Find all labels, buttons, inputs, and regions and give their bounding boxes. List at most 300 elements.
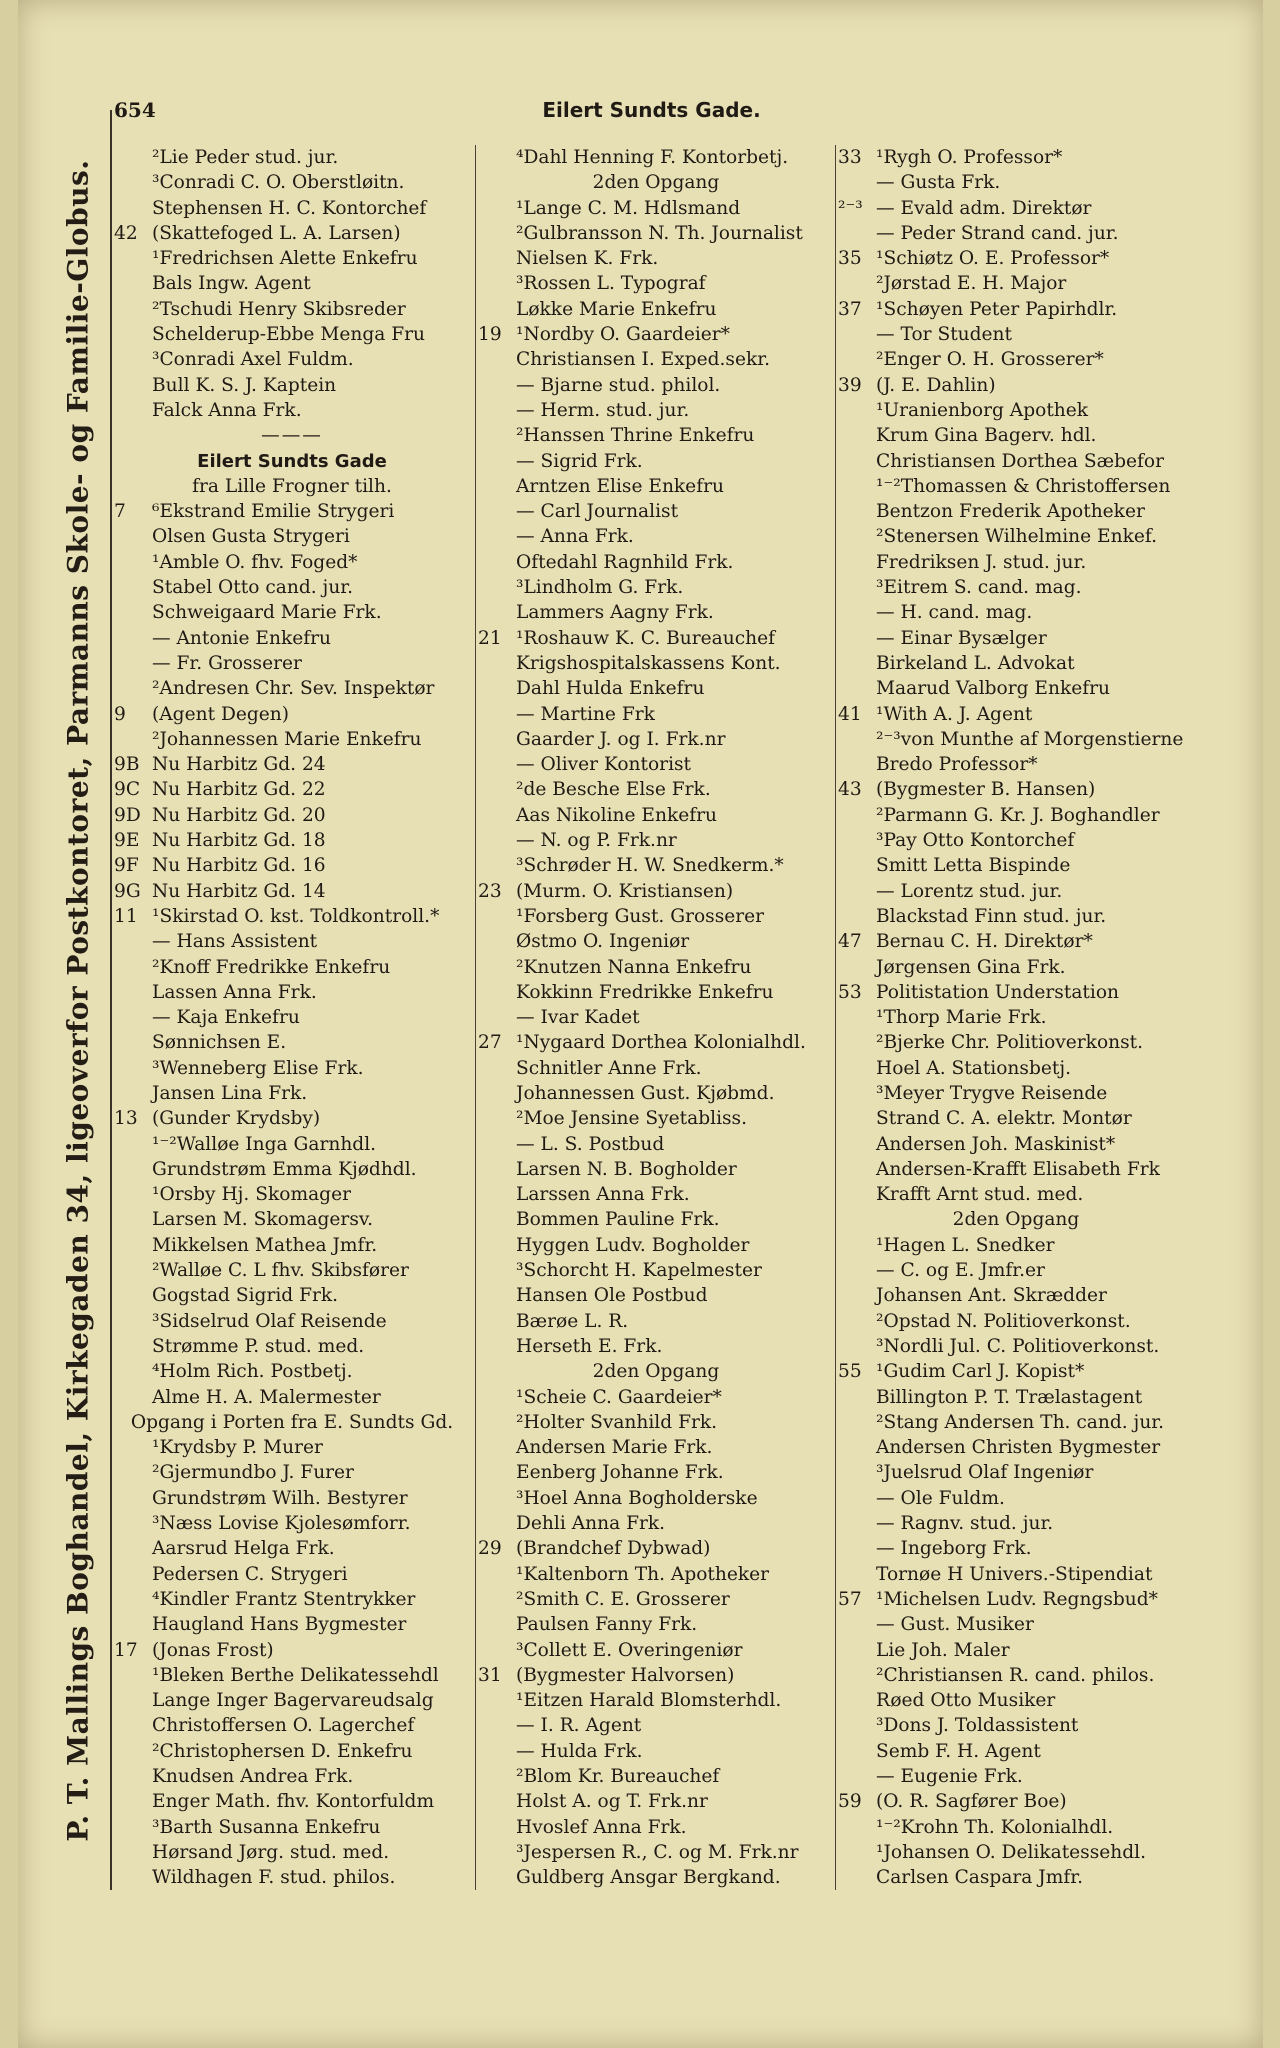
directory-entry: [476, 1056, 836, 1081]
entry-text: — L. S. Postbud: [516, 1133, 665, 1155]
entry-text: ³Næss Lovise Kjolesømforr.: [152, 1513, 411, 1535]
entry-text: ²Andresen Chr. Sev. Inspektør: [152, 678, 435, 700]
directory-entry: [836, 752, 1196, 777]
entry-text: Stephensen H. C. Kontorchef: [152, 197, 427, 219]
entry-text: Bernau C. H. Direktør*: [876, 931, 1093, 953]
directory-entry: [476, 196, 836, 221]
directory-entry: [476, 600, 836, 625]
entry-text: — H. cand. mag.: [876, 602, 1033, 624]
directory-entry: [836, 1207, 1196, 1232]
directory-entry: [476, 1739, 836, 1764]
entry-text: — Tor Student: [876, 324, 1012, 346]
entry-text: Alme H. A. Malermester: [152, 1386, 381, 1408]
directory-entry: [476, 1410, 836, 1435]
house-number: 9: [114, 703, 126, 725]
street-title: Eilert Sundts Gade.: [542, 98, 761, 122]
directory-entry: [476, 474, 836, 499]
entry-text: ²Enger O. H. Grosserer*: [876, 349, 1104, 371]
directory-entry: [836, 1385, 1196, 1410]
directory-entry: [476, 575, 836, 600]
page-header: [114, 98, 1189, 128]
entry-text: — Ragnv. stud. jur.: [876, 1513, 1054, 1535]
entry-text: ²Knutzen Nanna Enkefru: [516, 956, 752, 978]
directory-entry: [476, 803, 836, 828]
entry-text: ³Barth Susanna Enkefru: [152, 1816, 381, 1838]
entry-text: Fredriksen J. stud. jur.: [876, 551, 1087, 573]
directory-entry: [112, 474, 472, 499]
entry-text: (Brandchef Dybwad): [516, 1538, 711, 1560]
entry-text: Olsen Gusta Strygeri: [152, 526, 350, 548]
entry-text: Maarud Valborg Enkefru: [876, 678, 1111, 700]
entry-text: Andersen Marie Frk.: [516, 1437, 713, 1459]
entry-text: ²Stang Andersen Th. cand. jur.: [876, 1411, 1165, 1433]
entry-text: — Gusta Frk.: [876, 172, 1001, 194]
directory-entry: [836, 1081, 1196, 1106]
directory-entry: [476, 904, 836, 929]
directory-entry: [836, 1562, 1196, 1587]
entry-text: ²Johannessen Marie Enkefru: [152, 728, 422, 750]
directory-entry: [836, 1536, 1196, 1561]
entry-text: Haugland Hans Bygmester: [152, 1614, 407, 1636]
entry-text: ¹⁻²Krohn Th. Kolonialhdl.: [876, 1816, 1114, 1838]
entry-text: ———: [261, 425, 323, 447]
directory-entry: [836, 1789, 1196, 1814]
directory-entry: [476, 271, 836, 296]
entry-text: ¹Hagen L. Snedker: [876, 1234, 1055, 1256]
entry-text: Bommen Pauline Frk.: [516, 1209, 720, 1231]
entry-text: 2den Opgang: [952, 1209, 1080, 1231]
entry-text: Eenberg Johanne Frk.: [516, 1462, 724, 1484]
directory-entry: [112, 600, 472, 625]
entry-text: ³Juelsrud Olaf Ingeniør: [876, 1462, 1094, 1484]
entry-text: Bentzon Frederik Apotheker: [876, 501, 1145, 523]
entry-text: Larsen M. Skomagersv.: [152, 1209, 374, 1231]
directory-entry: [476, 1283, 836, 1308]
entry-text: ¹Nygaard Dorthea Kolonialhdl.: [516, 1032, 806, 1054]
directory-entry: [112, 1865, 472, 1890]
house-number: 31: [478, 1664, 502, 1686]
entry-text: ¹Thorp Marie Frk.: [876, 1007, 1047, 1029]
house-number: 39: [838, 374, 862, 396]
entry-text: ¹Rygh O. Professor*: [876, 147, 1063, 168]
directory-entry: [112, 1486, 472, 1511]
directory-entry: [836, 1815, 1196, 1840]
directory-entry: [476, 1132, 836, 1157]
entry-text: Schweigaard Marie Frk.: [152, 602, 382, 624]
house-number: 37: [838, 298, 862, 320]
directory-page: [18, 0, 1263, 2048]
entry-text: Andersen Joh. Maskinist*: [876, 1133, 1116, 1155]
directory-entry: [836, 524, 1196, 549]
entry-text: Smitt Letta Bispinde: [876, 855, 1071, 877]
entry-text: ³Sidselrud Olaf Reisende: [152, 1310, 387, 1332]
entry-text: Jørgensen Gina Frk.: [876, 956, 1066, 978]
entry-text: ²Tschudi Henry Skibsreder: [152, 298, 406, 320]
entry-text: Opgang i Porten fra E. Sundts Gd.: [130, 1411, 454, 1433]
entry-text: Schelderup-Ebbe Menga Fru: [152, 324, 426, 346]
entry-text: ¹Fredrichsen Alette Enkefru: [152, 248, 418, 270]
directory-entry: [836, 803, 1196, 828]
entry-text: Wildhagen F. stud. philos.: [152, 1867, 396, 1889]
entry-text: ¹Gudim Carl J. Kopist*: [876, 1361, 1085, 1383]
entry-text: — Gust. Musiker: [876, 1614, 1034, 1636]
directory-entry: [476, 1385, 836, 1410]
directory-entry: [112, 879, 472, 904]
entry-text: ²Walløe C. L fhv. Skibsfører: [152, 1260, 409, 1282]
directory-entry: [476, 1562, 836, 1587]
entry-text: ²⁻³von Munthe af Morgenstierne: [876, 728, 1184, 750]
entry-text: ²Blom Kr. Bureauchef: [516, 1766, 720, 1787]
directory-entry: [112, 1840, 472, 1865]
entry-text: 2den Opgang: [592, 1361, 720, 1383]
directory-entry: [112, 1283, 472, 1308]
entry-text: Blackstad Finn stud. jur.: [876, 905, 1107, 927]
entry-text: ²Holter Svanhild Frk.: [516, 1411, 718, 1433]
directory-entry: [112, 1435, 472, 1460]
entry-text: Nu Harbitz Gd. 22: [152, 779, 326, 801]
house-number: 21: [478, 627, 502, 649]
directory-entry: [836, 1309, 1196, 1334]
entry-text: — C. og E. Jmfr.er: [876, 1260, 1045, 1282]
directory-entry: [836, 1359, 1196, 1384]
entry-text: Jansen Lina Frk.: [152, 1082, 308, 1104]
directory-entry: [836, 246, 1196, 271]
entry-text: Dahl Hulda Enkefru: [516, 678, 705, 700]
directory-entry: [836, 651, 1196, 676]
directory-entry: [836, 1739, 1196, 1764]
directory-entry: [112, 727, 472, 752]
house-number: 42: [114, 222, 138, 244]
directory-entry: [836, 1688, 1196, 1713]
directory-entry: [836, 1460, 1196, 1485]
directory-entry: [836, 373, 1196, 398]
directory-entry: [476, 221, 836, 246]
directory-entry: [836, 1511, 1196, 1536]
directory-entry: [112, 803, 472, 828]
directory-entry: [476, 499, 836, 524]
directory-entry: [112, 398, 472, 423]
directory-entry: [112, 1385, 472, 1410]
entry-text: Stabel Otto cand. jur.: [152, 577, 354, 599]
entry-text: Lie Joh. Maler: [876, 1639, 1010, 1661]
house-number: 23: [478, 880, 502, 902]
directory-entry: [112, 676, 472, 701]
directory-entry: [836, 1587, 1196, 1612]
directory-column-2: [475, 145, 836, 1890]
directory-entry: [112, 246, 472, 271]
directory-entry: [836, 1764, 1196, 1789]
entry-text: — Anna Frk.: [516, 526, 634, 548]
directory-entry: [836, 1638, 1196, 1663]
directory-entry: [836, 145, 1196, 170]
directory-entry: [836, 499, 1196, 524]
house-number: 41: [838, 703, 862, 725]
directory-entry: [112, 1688, 472, 1713]
entry-text: ²Hanssen Thrine Enkefru: [516, 425, 755, 447]
directory-entry: [112, 1030, 472, 1055]
house-number: 9G: [114, 880, 141, 902]
directory-entry: [476, 373, 836, 398]
directory-entry: [112, 221, 472, 246]
house-number: 53: [838, 981, 862, 1003]
directory-entry: [476, 1106, 836, 1131]
entry-text: Larsen N. B. Bogholder: [516, 1158, 737, 1180]
entry-text: Aarsrud Helga Frk.: [152, 1538, 335, 1560]
entry-text: ²Parmann G. Kr. J. Boghandler: [876, 804, 1160, 826]
directory-entry: [112, 524, 472, 549]
directory-entry: [112, 1713, 472, 1738]
entry-text: ⁴Holm Rich. Postbetj.: [152, 1361, 353, 1383]
directory-entry: [476, 1359, 836, 1384]
directory-entry: [476, 322, 836, 347]
entry-text: Nu Harbitz Gd. 18: [152, 830, 326, 852]
directory-entry: [476, 170, 836, 195]
entry-text: ¹Uranienborg Apothek: [876, 399, 1089, 421]
entry-text: Aas Nikoline Enkefru: [516, 804, 717, 826]
directory-entry: [476, 1536, 836, 1561]
entry-text: Lammers Aagny Frk.: [516, 602, 714, 624]
directory-entry: [476, 980, 836, 1005]
directory-entry: [112, 980, 472, 1005]
directory-entry: [112, 145, 472, 170]
directory-entry: [836, 1182, 1196, 1207]
entry-text: ³Wenneberg Elise Frk.: [152, 1057, 364, 1079]
directory-entry: [476, 1865, 836, 1890]
entry-text: (Bygmester B. Hansen): [876, 779, 1096, 801]
entry-text: ¹Nordby O. Gaardeier*: [516, 324, 730, 346]
entry-text: Nielsen K. Frk.: [516, 248, 659, 270]
entry-text: (Agent Degen): [152, 703, 289, 725]
entry-text: Hyggen Ludv. Bogholder: [516, 1234, 750, 1256]
directory-entry: [836, 626, 1196, 651]
directory-entry: [476, 246, 836, 271]
directory-entry: [836, 423, 1196, 448]
entry-text: Kokkinn Fredrikke Enkefru: [516, 981, 774, 1003]
house-number: 59: [838, 1791, 862, 1813]
entry-text: ²Gulbransson N. Th. Journalist: [516, 222, 803, 244]
entry-text: — Antonie Enkefru: [152, 627, 331, 649]
entry-text: Sønnichsen E.: [152, 1032, 287, 1054]
entry-text: ¹Scheie C. Gaardeier*: [516, 1386, 722, 1408]
directory-entry: [112, 347, 472, 372]
entry-text: — Ivar Kadet: [516, 1007, 640, 1029]
entry-text: — Fr. Grosserer: [152, 652, 302, 674]
entry-text: ²Stenersen Wilhelmine Enkef.: [876, 526, 1157, 548]
directory-entry: [112, 904, 472, 929]
directory-entry: [836, 980, 1196, 1005]
directory-entry: [112, 1536, 472, 1561]
house-number: 9D: [114, 804, 141, 826]
entry-text: ³Jespersen R., C. og M. Frk.nr: [516, 1841, 799, 1863]
directory-entry: [476, 1663, 836, 1688]
directory-entry: [836, 170, 1196, 195]
directory-entry: [112, 322, 472, 347]
house-number: 29: [478, 1538, 502, 1560]
entry-text: Larssen Anna Frk.: [516, 1184, 690, 1206]
entry-text: Nu Harbitz Gd. 24: [152, 754, 326, 776]
directory-entry: [836, 1713, 1196, 1738]
directory-entry: [836, 676, 1196, 701]
entry-text: ³Hoel Anna Bogholderske: [516, 1487, 758, 1509]
entry-text: (Bygmester Halvorsen): [516, 1664, 735, 1686]
directory-entry: [112, 1106, 472, 1131]
entry-text: ¹⁻²Walløe Inga Garnhdl.: [152, 1133, 377, 1155]
directory-entry: [836, 449, 1196, 474]
entry-text: ²Opstad N. Politioverkonst.: [876, 1310, 1131, 1332]
directory-entry: [112, 626, 472, 651]
directory-entry: [836, 929, 1196, 954]
directory-entry: [112, 550, 472, 575]
house-number: 35: [838, 248, 862, 270]
directory-entry: [476, 1309, 836, 1334]
directory-entry: [836, 1157, 1196, 1182]
directory-entry: [112, 423, 472, 448]
directory-entry: [836, 1486, 1196, 1511]
directory-entry: [836, 1258, 1196, 1283]
house-number: ²⁻³: [838, 197, 863, 219]
directory-entry: [112, 1739, 472, 1764]
entry-text: — Oliver Kontorist: [516, 754, 692, 776]
house-number: 9E: [114, 830, 140, 852]
directory-entry: [112, 1132, 472, 1157]
directory-entry: [112, 373, 472, 398]
entry-text: Gogstad Sigrid Frk.: [152, 1285, 339, 1307]
directory-entry: [476, 929, 836, 954]
entry-text: Christiansen Dorthea Sæbefor: [876, 450, 1165, 472]
directory-entry: [112, 1207, 472, 1232]
entry-text: ¹Forsberg Gust. Grosserer: [516, 905, 765, 927]
directory-entry: [836, 347, 1196, 372]
directory-entry: [476, 1157, 836, 1182]
directory-entry: [836, 1005, 1196, 1030]
entry-text: (O. R. Sagfører Boe): [876, 1791, 1067, 1813]
directory-entry: [476, 449, 836, 474]
entry-text: (Gunder Krydsby): [152, 1108, 321, 1130]
directory-entry: [112, 1359, 472, 1384]
directory-entry: [836, 221, 1196, 246]
house-number: 47: [838, 931, 862, 953]
entry-text: ²Christiansen R. cand. philos.: [876, 1664, 1155, 1686]
directory-entry: [836, 550, 1196, 575]
directory-entry: [476, 1840, 836, 1865]
directory-entry: [112, 499, 472, 524]
directory-entry: [112, 196, 472, 221]
directory-entry: [112, 1258, 472, 1283]
entry-text: — I. R. Agent: [516, 1715, 642, 1737]
house-number: 57: [838, 1588, 862, 1610]
entry-text: Falck Anna Frk.: [152, 399, 302, 421]
directory-column-3: [835, 145, 1196, 1890]
house-number: 19: [478, 324, 502, 346]
directory-entry: [112, 1562, 472, 1587]
entry-text: ²Smith C. E. Grosserer: [516, 1588, 730, 1610]
entry-text: Nu Harbitz Gd. 14: [152, 880, 326, 902]
entry-text: ¹Michelsen Ludv. Regngsbud*: [876, 1588, 1158, 1610]
entry-text: — Herm. stud. jur.: [516, 399, 690, 421]
directory-entry: [476, 524, 836, 549]
side-advertisement: [46, 110, 112, 1890]
house-number: 13: [114, 1108, 138, 1130]
directory-entry: [836, 196, 1196, 221]
directory-entry: [836, 1106, 1196, 1131]
entry-text: Grundstrøm Wilh. Bestyrer: [152, 1487, 408, 1509]
directory-entry: [476, 1005, 836, 1030]
entry-text: ¹Krydsby P. Murer: [152, 1437, 323, 1459]
directory-entry: [476, 1612, 836, 1637]
directory-entry: [476, 347, 836, 372]
directory-entry: [112, 1587, 472, 1612]
directory-entry: [476, 1030, 836, 1055]
directory-entry: [476, 1638, 836, 1663]
directory-entry: [112, 1511, 472, 1536]
entry-text: Semb F. H. Agent: [876, 1740, 1041, 1762]
entry-text: Løkke Marie Enkefru: [516, 298, 717, 320]
entry-text: Bull K. S. J. Kaptein: [152, 374, 337, 396]
house-number: 33: [838, 147, 862, 168]
entry-text: Billington P. T. Trælastagent: [876, 1386, 1143, 1408]
directory-entry: [476, 297, 836, 322]
entry-text: Guldberg Ansgar Bergkand.: [516, 1867, 781, 1889]
entry-text: ¹⁻²Thomassen & Christoffersen: [876, 475, 1171, 497]
entry-text: ³Eitrem S. cand. mag.: [876, 577, 1082, 599]
entry-text: ¹Amble O. fhv. Foged*: [152, 551, 358, 573]
entry-text: Holst A. og T. Frk.nr: [516, 1791, 708, 1813]
entry-text: (J. E. Dahlin): [876, 374, 996, 396]
entry-text: ³Dons J. Toldassistent: [876, 1715, 1079, 1737]
directory-entry: [112, 1157, 472, 1182]
entry-text: ³Lindholm G. Frk.: [516, 577, 684, 599]
house-number: 7: [114, 501, 126, 523]
entry-text: Bals Ingw. Agent: [152, 273, 311, 295]
entry-text: Bærøe L. R.: [516, 1310, 629, 1332]
directory-entry: [476, 398, 836, 423]
entry-text: — Carl Journalist: [516, 501, 679, 523]
directory-entry: [476, 1207, 836, 1232]
entry-text: Andersen Christen Bygmester: [876, 1437, 1161, 1459]
directory-entry: [836, 1663, 1196, 1688]
directory-entry: [476, 1688, 836, 1713]
entry-text: — Ingeborg Frk.: [876, 1538, 1032, 1560]
directory-entry: [476, 955, 836, 980]
directory-entry: [836, 600, 1196, 625]
directory-entry: [836, 398, 1196, 423]
entry-text: ²Knoff Fredrikke Enkefru: [152, 956, 391, 978]
entry-text: Christiansen I. Exped.sekr.: [516, 349, 771, 371]
directory-entry: [836, 271, 1196, 296]
entry-text: Bredo Professor*: [876, 754, 1038, 776]
entry-text: ¹Lange C. M. Hdlsmand: [516, 197, 741, 219]
entry-text: Pedersen C. Strygeri: [152, 1563, 348, 1585]
entry-text: — Ole Fuldm.: [876, 1487, 1005, 1509]
entry-text: ¹Eitzen Harald Blomsterhdl.: [516, 1690, 782, 1712]
directory-entry: [476, 1233, 836, 1258]
entry-text: (Skattefoged L. A. Larsen): [152, 222, 401, 244]
directory-entry: [112, 1815, 472, 1840]
entry-text: Carlsen Caspara Jmfr.: [876, 1867, 1084, 1889]
entry-text: Røed Otto Musiker: [876, 1690, 1056, 1712]
directory-entry: [836, 853, 1196, 878]
entry-text: Johannessen Gust. Kjøbmd.: [516, 1082, 775, 1104]
entry-text: ²Gjermundbo J. Furer: [152, 1462, 354, 1484]
directory-entry: [476, 1258, 836, 1283]
directory-entry: [836, 1056, 1196, 1081]
directory-entry: [476, 853, 836, 878]
directory-entry: [476, 752, 836, 777]
entry-text: ³Conradi C. O. Oberstløitn.: [152, 172, 405, 194]
directory-entry: [112, 853, 472, 878]
directory-entry: [836, 955, 1196, 980]
directory-entry: [112, 777, 472, 802]
